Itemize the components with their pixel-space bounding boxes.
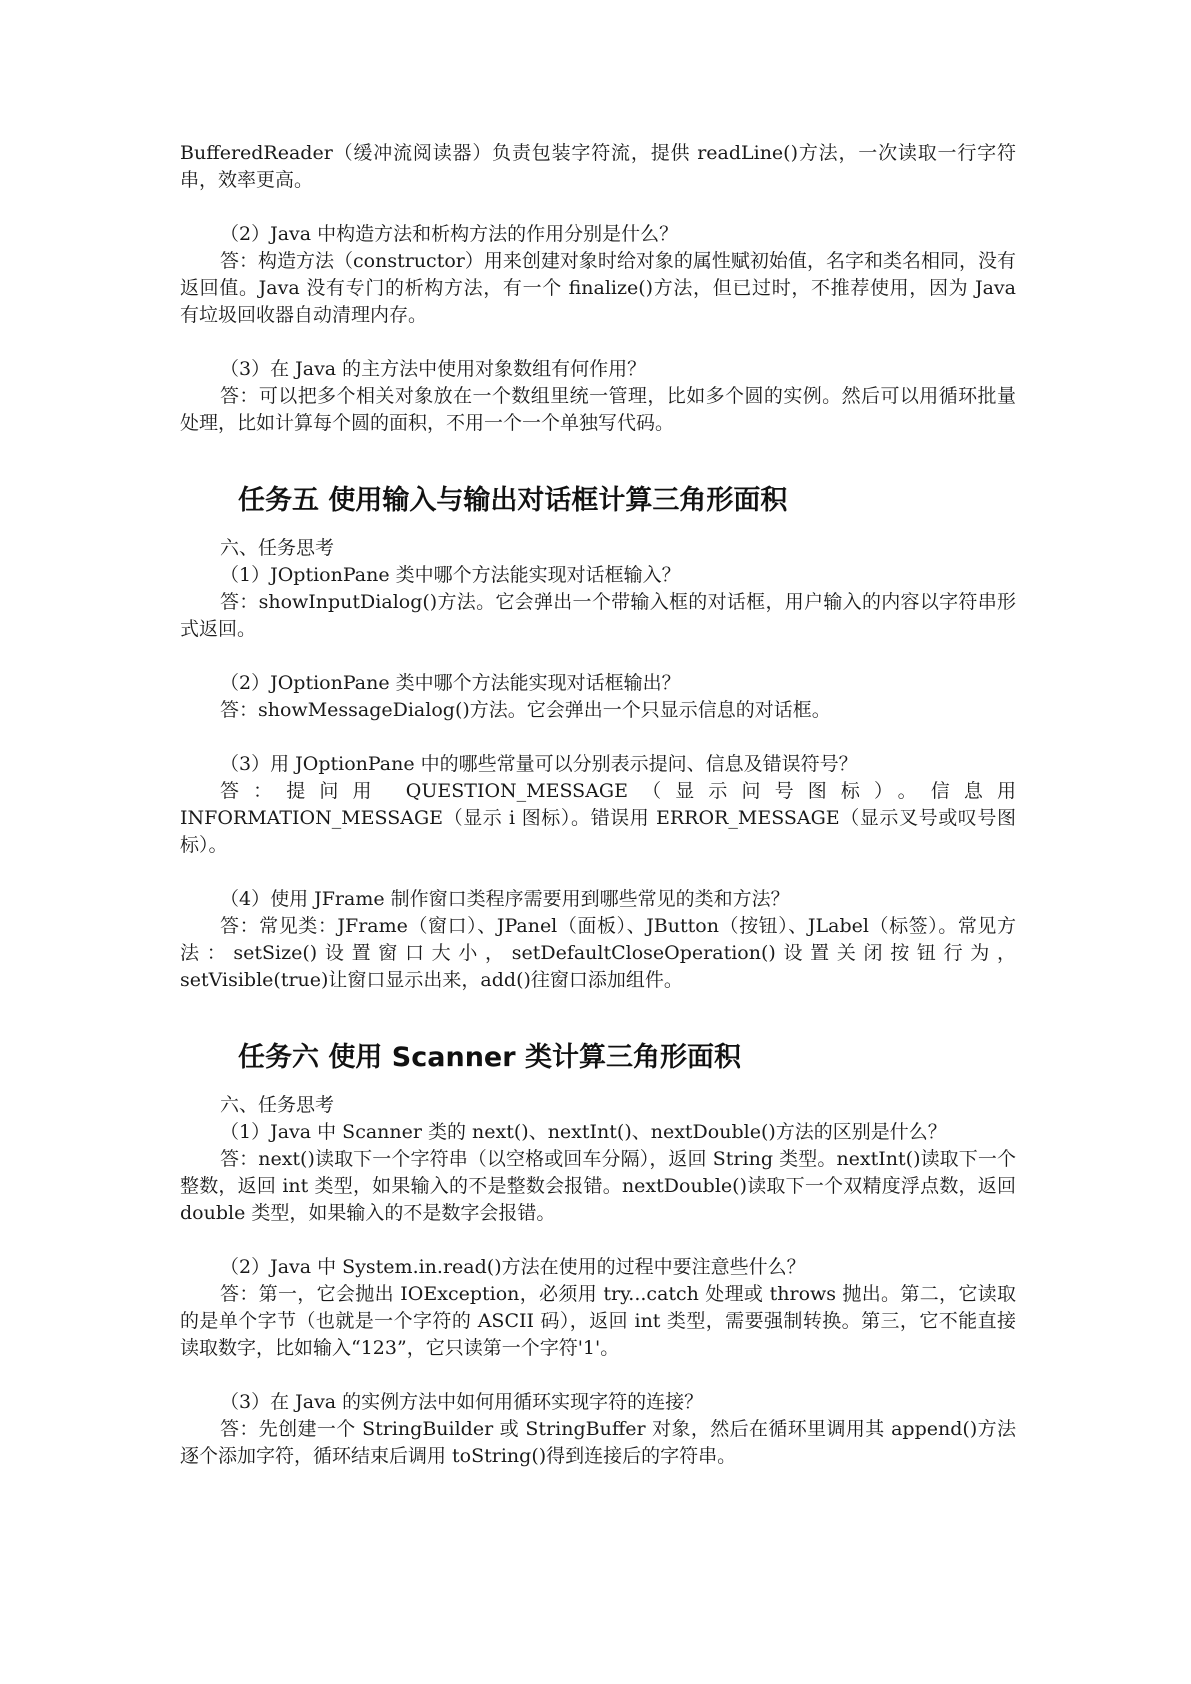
question-paragraph: （3）用 JOptionPane 中的哪些常量可以分别表示提问、信息及错误符号？ — [220, 753, 858, 775]
question-paragraph: （2）Java 中构造方法和析构方法的作用分别是什么？ — [220, 223, 679, 245]
answer-paragraph: 答：提问用 QUESTION_MESSAGE（显示问号图标）。信息用 INFORMATION_MESSAGE（显示 i 图标）。错误用 ERROR_MESSAGE（显示叉号或叹号图标）。 — [180, 780, 1016, 856]
spacer — [180, 1362, 1016, 1389]
intro-paragraph: BufferedReader（缓冲流阅读器）负责包装字符流，提供 readLine()方法，一次读取一行字符串，效率更高。 — [180, 142, 1016, 191]
question-paragraph: （1）JOptionPane 类中哪个方法能实现对话框输入？ — [220, 564, 681, 586]
answer-paragraph: 答：第一，它会抛出 IOException，必须用 try...catch 处理或 throws 抛出。第二，它读取的是单个字节（也就是一个字符的 ASCII 码），返回 int 类型，需要强制转换。第三，它不能直接读取数字，比如输入“123”，它只读第一个字符'1'。 — [180, 1283, 1016, 1359]
question-paragraph: （4）使用 JFrame 制作窗口类程序需要用到哪些常见的类和方法？ — [220, 888, 790, 910]
spacer — [180, 724, 1016, 751]
answer-paragraph: 答：可以把多个相关对象放在一个数组里统一管理，比如多个圆的实例。然后可以用循环批量处理，比如计算每个圆的面积，不用一个一个单独写代码。 — [180, 385, 1016, 434]
answer-paragraph: 答：构造方法（constructor）用来创建对象时给对象的属性赋初始值，名字和类名相同，没有返回值。Java 没有专门的析构方法，有一个 finalize()方法，但已过时，不推荐使用，因为 Java 有垃圾回收器自动清理内存。 — [180, 250, 1016, 326]
question-paragraph: （3）在 Java 的实例方法中如何用循环实现字符的连接？ — [220, 1391, 704, 1413]
answer-paragraph: 答：showInputDialog()方法。它会弹出一个带输入框的对话框，用户输入的内容以字符串形式返回。 — [180, 591, 1016, 640]
spacer — [180, 329, 1016, 356]
answer-paragraph: 答：next()读取下一个字符串（以空格或回车分隔），返回 String 类型。nextInt()读取下一个整数，返回 int 类型，如果输入的不是整数会报错。nextDouble()读取下一个双精度浮点数，返回 double 类型，如果输入的不是数字会报错。 — [180, 1148, 1016, 1224]
answer-paragraph: 答：常见类：JFrame（窗口）、JPanel（面板）、JButton（按钮）、JLabel（标签）。常见方法：setSize()设置窗口大小，setDefaultCloseOperation()设置关闭按钮行为，setVisible(true)让窗口显示出来，add()往窗口添加组件。 — [180, 915, 1016, 991]
question-paragraph: （2）Java 中 System.in.read()方法在使用的过程中要注意些什么？ — [220, 1256, 806, 1278]
spacer — [180, 194, 1016, 221]
section-label: 六、任务思考 — [220, 537, 335, 559]
task6-heading: 任务六 使用 Scanner 类计算三角形面积 — [238, 1042, 741, 1073]
spacer — [180, 643, 1016, 670]
task5-heading: 任务五 使用输入与输出对话框计算三角形面积 — [238, 485, 788, 516]
answer-paragraph: 答：showMessageDialog()方法。它会弹出一个只显示信息的对话框。 — [220, 699, 831, 721]
spacer — [180, 521, 1016, 535]
document-page — [180, 140, 1016, 1470]
spacer — [180, 1078, 1016, 1092]
question-paragraph: （1）Java 中 Scanner 类的 next()、nextInt()、nextDouble()方法的区别是什么？ — [220, 1121, 947, 1143]
spacer — [180, 859, 1016, 886]
spacer — [180, 994, 1016, 1038]
spacer — [180, 1227, 1016, 1254]
answer-paragraph: 答：先创建一个 StringBuilder 或 StringBuffer 对象，然后在循环里调用其 append()方法逐个添加字符，循环结束后调用 toString()得到连接后的字符串。 — [180, 1418, 1016, 1467]
question-paragraph: （3）在 Java 的主方法中使用对象数组有何作用？ — [220, 358, 647, 380]
section-label: 六、任务思考 — [220, 1094, 335, 1116]
spacer — [180, 437, 1016, 481]
question-paragraph: （2）JOptionPane 类中哪个方法能实现对话框输出？ — [220, 672, 681, 694]
